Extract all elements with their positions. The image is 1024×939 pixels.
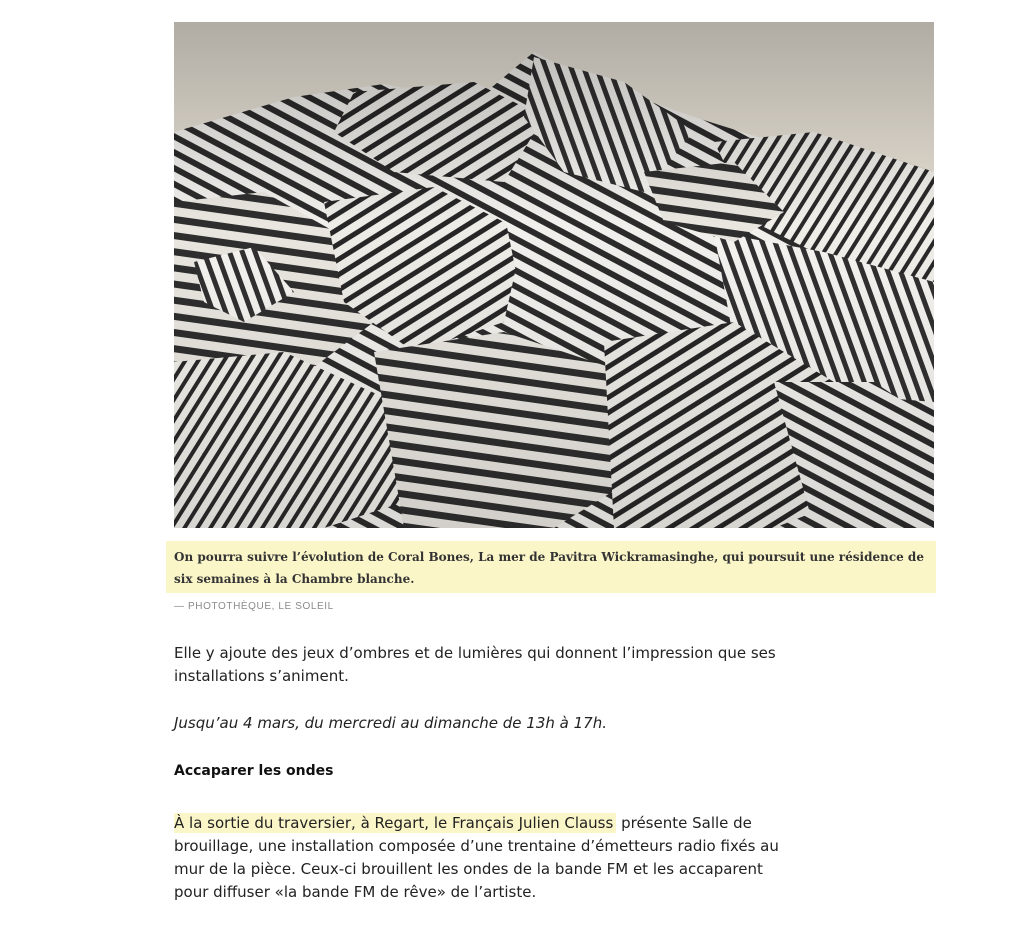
photo-credit: — PHOTOTHÈQUE, LE SOLEIL — [174, 601, 334, 612]
section-subheading: Accaparer les ondes — [174, 763, 334, 779]
paragraph-3-text: présente Salle de brouillage, une installation composée d’une trentaine d’émetteurs radio fixés au mur de la pièce. Ceux-ci brouillent les ondes de la bande FM et les accaparent pour diffuser «la bande FM de rêve» de l’artiste. — [174, 814, 779, 901]
article-photo — [174, 22, 934, 528]
article-paragraph-1: Elle y ajoute des jeux d’ombres et de lumières qui donnent l’impression que ses installations s’animent. — [174, 644, 776, 685]
highlighted-text: À la sortie du traversier, à Regart, le Français Julien Clauss — [174, 813, 616, 833]
article-paragraph-3 — [174, 812, 784, 904]
crumpled-striped-paper-image — [174, 22, 934, 528]
event-dates: Jusqu’au 4 mars, du mercredi au dimanche de 13h à 17h. — [174, 714, 607, 732]
photo-caption: On pourra suivre l’évolution de Coral Bones, La mer de Pavitra Wickramasinghe, qui poursuit une résidence de six semaines à la Chambre blanche. — [166, 541, 936, 593]
